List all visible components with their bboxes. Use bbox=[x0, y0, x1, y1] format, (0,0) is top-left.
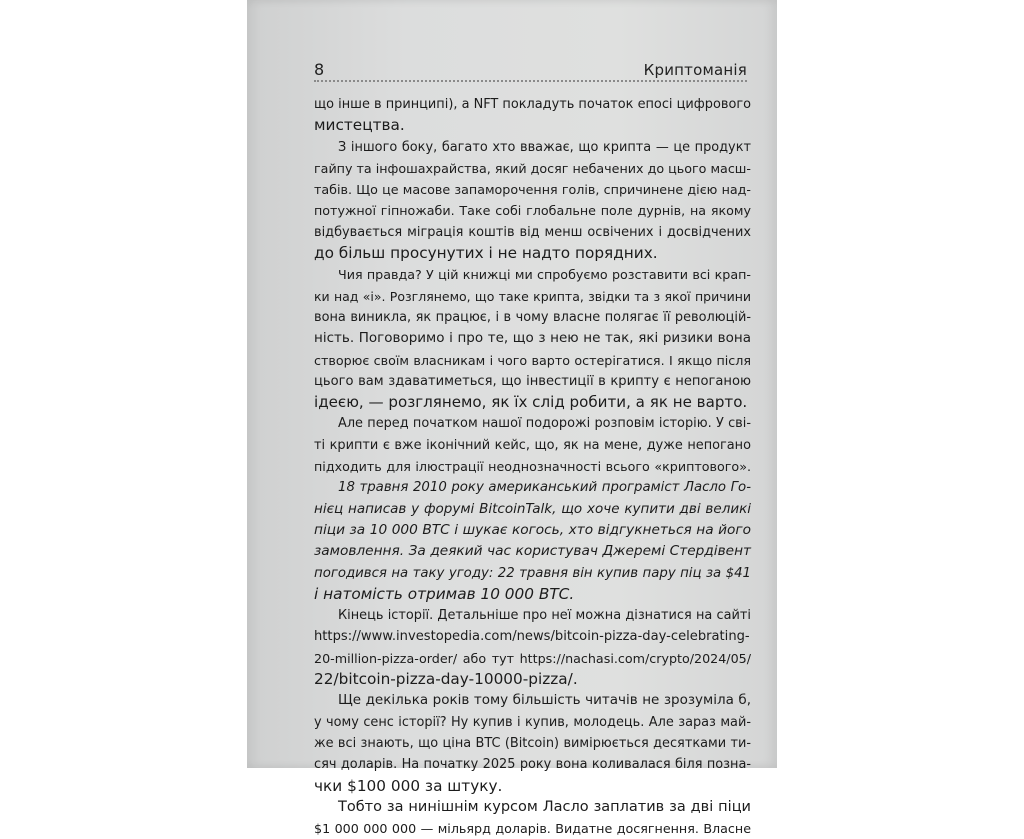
book-page bbox=[247, 0, 777, 837]
text-line: нієц написав у форумі BitcoinTalk, що хоче купити дві великі bbox=[314, 500, 751, 517]
text-line: 18 травня 2010 року американський програміст Ласло Го- bbox=[338, 480, 751, 496]
text-line: до більш просунутих і не надто порядних. bbox=[314, 244, 658, 263]
running-title: Криптоманія bbox=[643, 61, 747, 79]
text-line: вона виникла, як працює, і в чому власне полягає її революцій- bbox=[314, 309, 751, 325]
text-line: Кінець історії. Детальніше про неї можна дізнатися на сайті bbox=[338, 608, 751, 624]
text-line: Але перед початком нашої подорожі розповім історію. У сві- bbox=[338, 416, 751, 432]
text-line: $1 000 000 000 — мільярд доларів. Видатне досягнення. Власне bbox=[314, 821, 751, 837]
body-text bbox=[314, 94, 751, 839]
text-line: відбувається міграція коштів від менш освічених і досвідчених bbox=[314, 224, 751, 240]
text-line: піци за 10 000 BTC і шукає когось, хто відгукнеться на його bbox=[314, 521, 751, 538]
page-number: 8 bbox=[314, 60, 325, 79]
text-line: і натомість отримав 10 000 BTC. bbox=[314, 584, 575, 603]
text-line: замовлення. За деякий час користувач Джеремі Стердівент bbox=[314, 543, 751, 560]
text-line: сяч доларів. На початку 2025 року вона коливалася біля позна- bbox=[314, 757, 751, 773]
text-line: ті крипти є вже іконічний кейс, що, як на мене, дуже непогано bbox=[314, 437, 751, 453]
text-line: З іншого боку, багато хто вважає, що крипта — це продукт bbox=[338, 139, 751, 155]
text-line: Ще декілька років тому більшість читачів не зрозуміла б, bbox=[338, 692, 751, 709]
text-line: у чому сенс історії? Ну купив і купив, молодець. Але зараз май- bbox=[314, 714, 751, 730]
text-line: Чия правда? У цій книжці ми спробуємо розставити всі крап- bbox=[338, 267, 751, 283]
text-line: підходить для ілюстрації неоднозначності всього «криптового». bbox=[314, 459, 751, 475]
text-line: ність. Поговоримо і про те, що з нею не так, які ризики вона bbox=[314, 330, 751, 347]
text-line: же всі знають, що ціна BTC (Bitcoin) вимірюється десятками ти- bbox=[314, 735, 751, 751]
text-line: що інше в принципі), а NFT покладуть початок епосі цифрового bbox=[314, 97, 751, 112]
text-line: потужної гіпножаби. Таке собі глобальне поле дурнів, на якому bbox=[314, 203, 751, 219]
text-line: табів. Що це масове запаморочення голів, спричинене дією над- bbox=[314, 182, 751, 198]
text-line: ки над «і». Розглянемо, що таке крипта, звідки та з якої причини bbox=[314, 288, 751, 304]
text-line: створює своїм власникам і чого варто остерігатися. І якщо після bbox=[314, 352, 751, 368]
text-line: https://www.investopedia.com/news/bitcoin-pizza-day-celebrating- bbox=[314, 629, 750, 645]
header-dotted-divider bbox=[314, 80, 747, 82]
text-line: чки $100 000 за штуку. bbox=[314, 776, 503, 795]
text-line: 20-million-pizza-order/ або тут https://nachasi.com/crypto/2024/05/ bbox=[314, 650, 751, 666]
text-line: мистецтва. bbox=[314, 116, 405, 135]
text-line: ідеєю, — розглянемо, як їх слід робити, а як не варто. bbox=[314, 393, 748, 412]
text-line: Тобто за нинішнім курсом Ласло заплатив за дві піци bbox=[338, 798, 751, 815]
text-line: 22/bitcoin-pizza-day-10000-pizza/. bbox=[314, 670, 578, 689]
text-line: гайпу та інфошахрайства, який досяг небачених до цього масш- bbox=[314, 160, 751, 176]
text-line: цього вам здаватиметься, що інвестиції в крипту є непоганою bbox=[314, 373, 751, 389]
page-header bbox=[314, 56, 747, 80]
text-line: погодився на таку угоду: 22 травня він купив пару піц за $41 bbox=[314, 565, 751, 581]
